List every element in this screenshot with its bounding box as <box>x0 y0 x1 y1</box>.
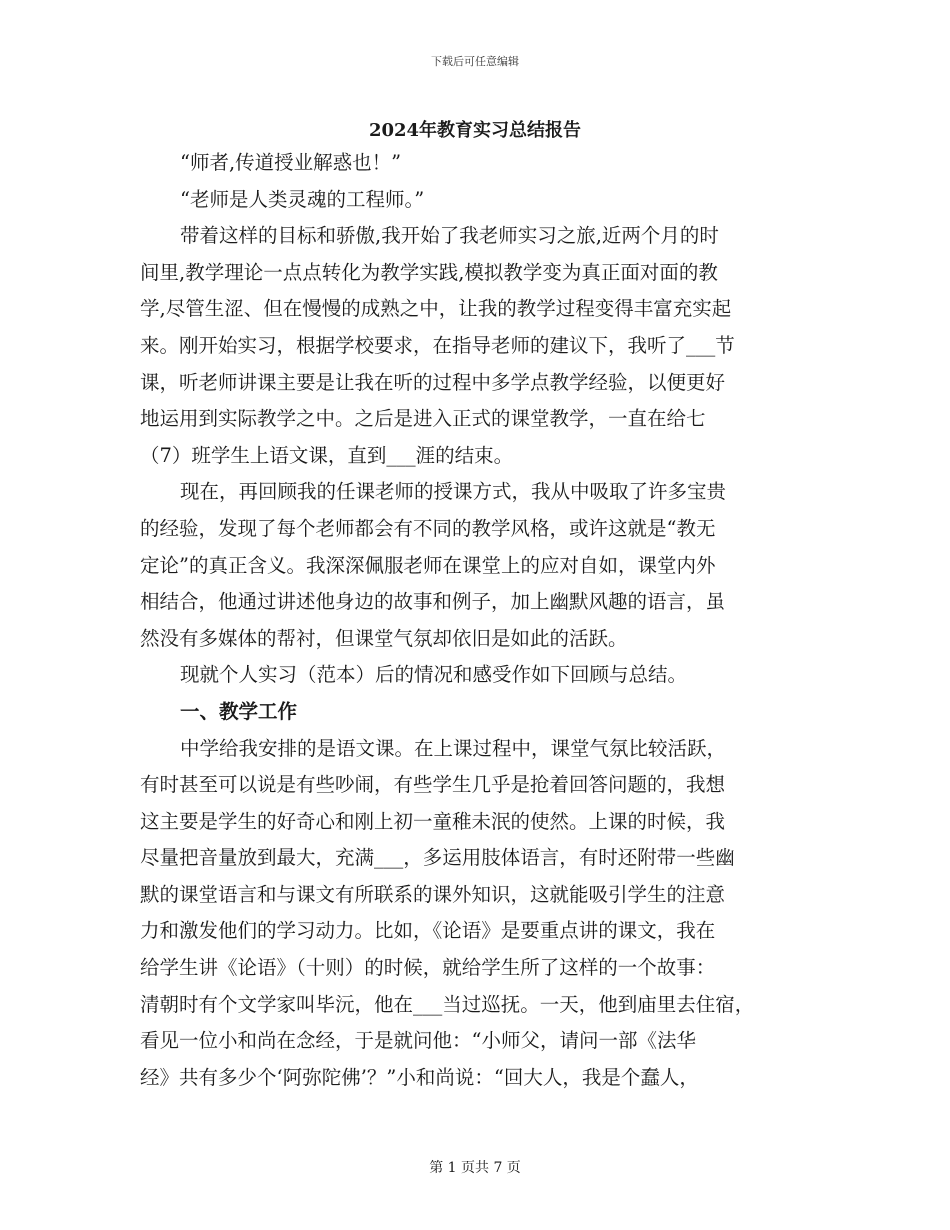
text-line: 经》共有多少个‘阿弥陀佛’？”小和尚说：“回大人，我是个蠢人， <box>140 1065 699 1089</box>
text-line: 现在，再回顾我的任课老师的授课方式，我从中吸取了许多宝贵 <box>180 480 727 504</box>
text-line: 有时甚至可以说是有些吵闹，有些学生几乎是抢着回答问题的，我想 <box>140 773 726 797</box>
document-body <box>140 145 830 1096</box>
text-line: 间里,教学理论一点点转化为教学实践,模拟教学变为真正面对面的教 <box>140 260 718 284</box>
text-line: （7）班学生上语文课，直到___涯的结束。 <box>140 443 514 467</box>
text-line: 看见一位小和尚在念经，于是就问他：“小师父，请问一部《法华 <box>140 1029 696 1053</box>
text-line: 定论”的真正含义。我深深佩服老师在课堂上的应对自如，课堂内外 <box>140 553 716 577</box>
text-line: 给学生讲《论语》（十则）的时候，就给学生所了这样的一个故事： <box>140 956 716 980</box>
text-line: 中学给我安排的是语文课。在上课过程中，课堂气氛比较活跃， <box>180 736 727 760</box>
text-line: 清朝时有个文学家叫毕沅，他在___当过巡抚。一天，他到庙里去住宿， <box>140 992 755 1016</box>
document-title: 2024年教育实习总结报告 <box>368 120 582 141</box>
text-line: 相结合，他通过讲述他身边的故事和例子，加上幽默风趣的语言，虽 <box>140 590 726 614</box>
text-line: 带着这样的目标和骄傲,我开始了我老师实习之旅,近两个月的时 <box>180 224 719 248</box>
text-line: “老师是人类灵魂的工程师。” <box>180 187 425 211</box>
text-line: 这主要是学生的好奇心和刚上初一童稚未泯的使然。上课的时候，我 <box>140 809 726 833</box>
text-line: 学,尽管生涩、但在慢慢的成熟之中，让我的教学过程变得丰富充实起 <box>140 297 732 321</box>
text-line: 然没有多媒体的帮衬，但课堂气氛却依旧是如此的活跃。 <box>140 626 628 650</box>
text-line: 地运用到实际教学之中。之后是进入正式的课堂教学，一直在给七 <box>140 407 706 431</box>
text-line: 现就个人实习（范本）后的情况和感受作如下回顾与总结。 <box>180 663 688 687</box>
text-line: 来。刚开始实习，根据学校要求，在指导老师的建议下，我听了___节 <box>140 333 735 357</box>
page-header-note: 下载后可任意编辑 <box>431 55 519 68</box>
text-line: 力和激发他们的学习动力。比如，《论语》是要重点讲的课文，我在 <box>140 919 716 943</box>
text-line: 默的课堂语言和与课文有所联系的课外知识，这就能吸引学生的注意 <box>140 882 726 906</box>
text-line: “师者,传道授业解惑也！” <box>180 151 402 174</box>
section-heading: 一、教学工作 <box>180 699 298 723</box>
text-line: 尽量把音量放到最大，充满___，多运用肢体语言，有时还附带一些幽 <box>140 846 735 870</box>
text-line: 课，听老师讲课主要是让我在听的过程中多学点教学经验，以便更好 <box>140 370 726 394</box>
text-line: 的经验，发现了每个老师都会有不同的教学风格，或许这就是“教无 <box>140 516 716 540</box>
page-footer-number: 第 1 页共 7 页 <box>429 1160 521 1176</box>
